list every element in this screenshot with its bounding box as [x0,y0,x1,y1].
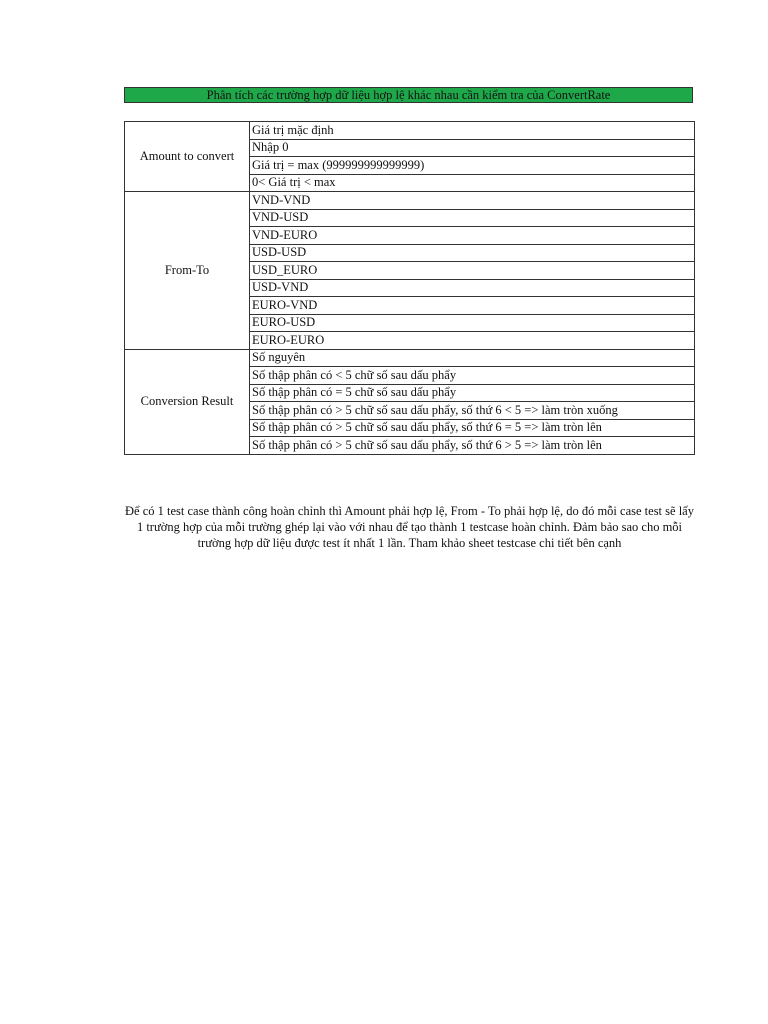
case-cell: Giá trị = max (999999999999999) [250,157,695,175]
case-cell: VND-USD [250,209,695,227]
case-cell: Nhập 0 [250,139,695,157]
group-label-from-to: From-To [125,192,250,350]
table-row [125,122,695,140]
group-label-amount: Amount to convert [125,122,250,192]
case-cell: Số thập phân có > 5 chữ số sau dấu phẩy, số thứ 6 = 5 => làm tròn lên [250,419,695,437]
explanation-note: Để có 1 test case thành công hoàn chỉnh thì Amount phải hợp lệ, From - To phải hợp lệ, do đó mỗi case test sẽ lấy 1 trường hợp của mỗi trường ghép lại vào với nhau để tạo thành 1 testcase hoàn chỉnh. Đảm bảo sao cho mỗi trường hợp dữ liệu được test ít nhất 1 lần. Tham khảo sheet testcase chi tiết bên cạnh [125,504,694,550]
case-cell: USD_EURO [250,262,695,280]
case-cell: 0< Giá trị < max [250,174,695,192]
sheet-title: Phân tích các trường hợp dữ liệu hợp lệ khác nhau cần kiểm tra của ConvertRate [124,87,693,103]
case-cell: Số nguyên [250,349,695,367]
test-case-table [124,121,695,455]
case-cell: Số thập phân có < 5 chữ số sau dấu phẩy [250,367,695,385]
table-row [125,349,695,367]
group-label-conversion-result: Conversion Result [125,349,250,454]
case-cell: EURO-USD [250,314,695,332]
case-cell: EURO-EURO [250,332,695,350]
case-cell: Số thập phân có = 5 chữ số sau dấu phẩy [250,384,695,402]
case-cell: USD-USD [250,244,695,262]
case-cell: Số thập phân có > 5 chữ số sau dấu phẩy, số thứ 6 < 5 => làm tròn xuống [250,402,695,420]
case-cell: Số thập phân có > 5 chữ số sau dấu phẩy, số thứ 6 > 5 => làm tròn lên [250,437,695,455]
case-cell: VND-EURO [250,227,695,245]
case-cell: Giá trị mặc định [250,122,695,140]
case-cell: EURO-VND [250,297,695,315]
table-row [125,192,695,210]
case-cell: USD-VND [250,279,695,297]
case-cell: VND-VND [250,192,695,210]
